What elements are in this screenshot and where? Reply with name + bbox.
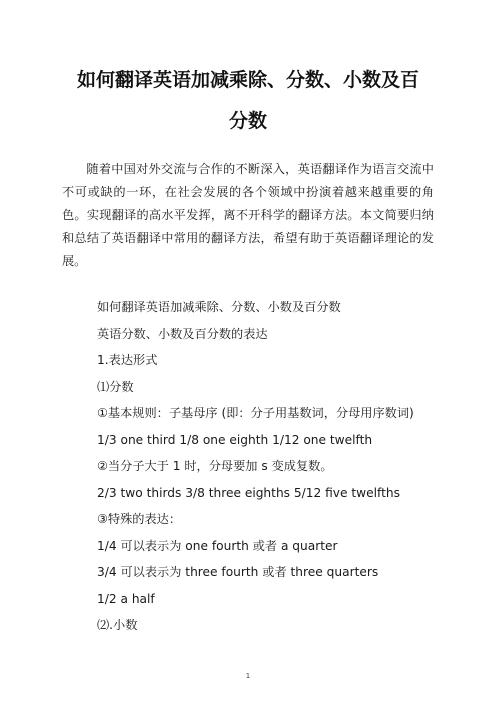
body-line: ⑴分数 <box>97 380 134 394</box>
body-line: 如何翻译英语加减乘除、分数、小数及百分数 <box>97 300 341 314</box>
body-line: ③特殊的表达： <box>97 512 182 526</box>
intro-paragraph: 随着中国对外交流与合作的不断深入，英语翻译作为语言交流中不可或缺的一环，在社会发展的各个领域中扮演着越来越重要的角色。实现翻译的高水平发挥，离不开科学的翻译方法。本文简要归纳和总结了英语翻译中常用的翻译方法，希望有助于英语翻译理论的发展。 <box>62 162 434 268</box>
body-line: 1/4 可以表示为 one fourth 或者 a quarter <box>97 539 338 553</box>
body-line: 英语分数、小数及百分数的表达 <box>97 327 268 341</box>
body-line: 1/2 a half <box>97 592 155 606</box>
body-line: ②当分子大于 1 时，分母要加 s 变成复数。 <box>97 459 333 473</box>
document-title-line-1: 如何翻译英语加减乘除、分数、小数及百 <box>76 69 419 91</box>
body-line: 3/4 可以表示为 three fourth 或者 three quarters <box>97 565 379 579</box>
body-line: 2/3 two thirds 3/8 three eighths 5/12 five twelfths <box>97 486 400 500</box>
body-line: ⑵.小数 <box>97 618 138 632</box>
document-title-line-2: 分数 <box>228 110 267 132</box>
page-number: 1 <box>245 672 251 680</box>
body-line: 1.表达形式 <box>97 353 158 367</box>
body-line: ①基本规则：子基母序 (即：分子用基数词，分母用序数词) <box>97 406 414 420</box>
body-line: 1/3 one third 1/8 one eighth 1/12 one twelfth <box>97 433 373 447</box>
